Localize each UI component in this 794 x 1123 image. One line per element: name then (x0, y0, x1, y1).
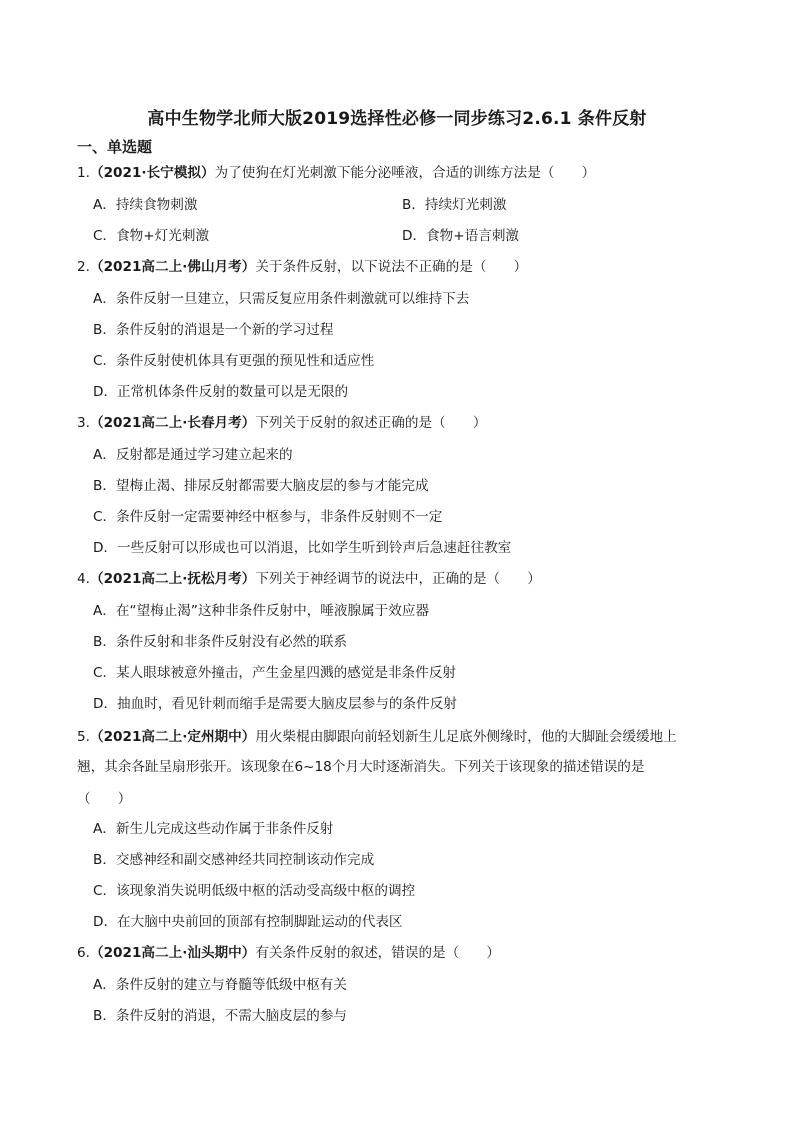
question-5 (77, 727, 677, 747)
option-a: A．反射都是通过学习建立起来的 (93, 447, 293, 463)
question-number: 2. (77, 259, 90, 275)
option-c: C．该现象消失说明低级中枢的活动受高级中枢的调控 (93, 883, 416, 899)
option-d: D．在大脑中央前回的顶部有控制脚趾运动的代表区 (93, 914, 403, 930)
option-b: B．条件反射和非条件反射没有必然的联系 (93, 634, 348, 650)
question-number: 4. (77, 571, 90, 587)
option-d: D．食物+语言刺激 (402, 228, 520, 244)
question-stem: 关于条件反射，以下说法不正确的是（ ） (255, 259, 528, 275)
option-a: A．在“望梅止渴”这种非条件反射中，唾液腺属于效应器 (93, 603, 430, 619)
question-source: （2021·长宁模拟） (89, 165, 215, 181)
question-number: 3. (77, 415, 90, 431)
option-b: B．条件反射的消退是一个新的学习过程 (93, 322, 334, 338)
question-source: （2021高二上·抚松月考） (89, 571, 256, 587)
option-c: C．条件反射使机体具有更强的预见性和适应性 (93, 353, 375, 369)
option-d: D．抽血时，看见针刺而缩手是需要大脑皮层参与的条件反射 (93, 696, 457, 712)
answer-bracket: （ ） (77, 791, 132, 807)
question-number: 5. (77, 729, 90, 745)
question-6 (77, 943, 500, 963)
question-1 (77, 163, 595, 183)
option-b: B．望梅止渴、排尿反射都需要大脑皮层的参与才能完成 (93, 478, 429, 494)
question-4 (77, 569, 541, 589)
section-heading: 一、单选题 (77, 138, 153, 156)
option-d: D．一些反射可以形成也可以消退，比如学生听到铃声后急速赶往教室 (93, 540, 512, 556)
option-c: C．条件反射一定需要神经中枢参与，非条件反射则不一定 (93, 509, 443, 525)
question-5-continued: 翘，其余各趾呈扇形张开。该现象在6~18个月大时逐渐消失。下列关于该现象的描述错误的是 (77, 759, 645, 775)
question-stem: 为了使狗在灯光刺激下能分泌唾液，合适的训练方法是（ ） (214, 165, 596, 181)
question-number: 6. (77, 945, 90, 961)
question-source: （2021高二上·汕头期中） (89, 945, 256, 961)
option-a: A．条件反射的建立与脊髓等低级中枢有关 (93, 977, 347, 993)
option-a: A．条件反射一旦建立，只需反复应用条件刺激就可以维持下去 (93, 291, 470, 307)
question-stem: 下列关于神经调节的说法中，正确的是（ ） (255, 571, 541, 587)
question-number: 1. (77, 165, 90, 181)
question-2 (77, 257, 527, 277)
page-title: 高中生物学北师大版2019选择性必修一同步练习2.6.1 条件反射 (147, 109, 647, 129)
question-stem: 有关条件反射的叙述，错误的是（ ） (255, 945, 501, 961)
option-a: A．持续食物刺激 (93, 197, 198, 213)
question-3 (77, 413, 486, 433)
option-c: C．某人眼球被意外撞击，产生金星四溅的感觉是非条件反射 (93, 665, 456, 681)
option-d: D．正常机体条件反射的数量可以是无限的 (93, 384, 349, 400)
option-c: C．食物+灯光刺激 (93, 228, 210, 244)
option-b: B．交感神经和副交感神经共同控制该动作完成 (93, 852, 375, 868)
question-stem: 下列关于反射的叙述正确的是（ ） (255, 415, 487, 431)
option-a: A．新生儿完成这些动作属于非条件反射 (93, 821, 334, 837)
question-source: （2021高二上·长春月考） (89, 415, 256, 431)
option-b: B．持续灯光刺激 (402, 197, 507, 213)
question-stem: 用火柴棍由脚跟向前轻划新生儿足底外侧缘时，他的大脚趾会缓缓地上 (255, 729, 677, 745)
question-source: （2021高二上·佛山月考） (89, 259, 256, 275)
question-source: （2021高二上·定州期中） (89, 729, 256, 745)
option-b: B．条件反射的消退，不需大脑皮层的参与 (93, 1008, 348, 1024)
